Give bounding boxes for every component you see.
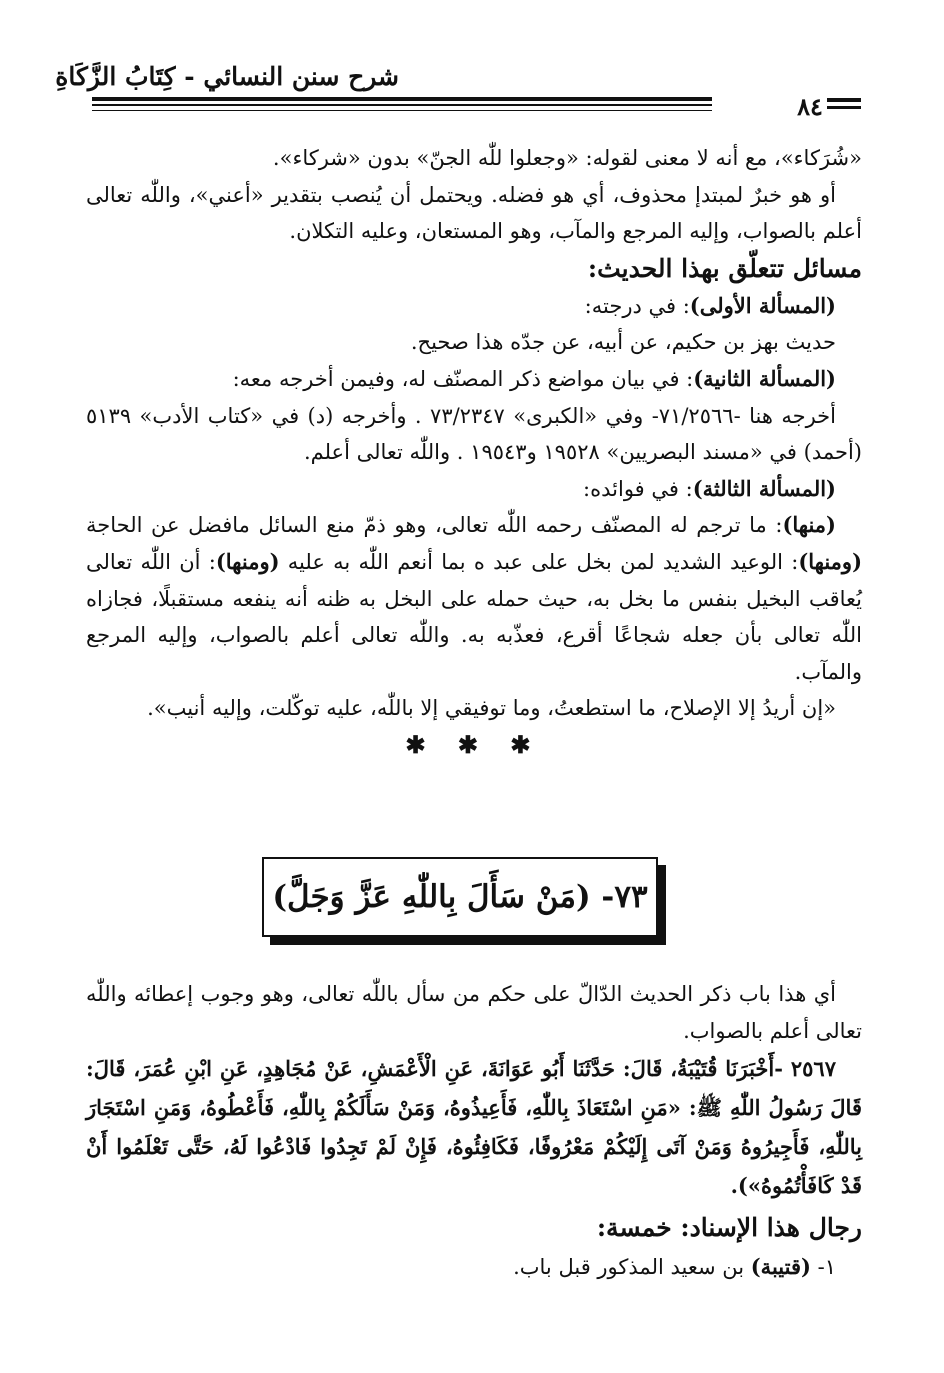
benefit-text: : ما ترجم له المصنّف رحمه اللّٰه تعالى، وهو ذمّ منع السائل مافضل عن الحاجة <box>86 513 783 538</box>
paragraph: أي هذا باب ذكر الحديث الدّالّ على حكم من سأل باللّٰه تعالى، وهو وجوب إعطائه واللّٰه تعالى أعلم بالصواب. <box>86 982 862 1043</box>
running-header-title: شرح سنن النسائي - كِتَابُ الزَّكَاةِ <box>55 62 399 91</box>
chapter-title: ٧٣- (مَنْ سَأَلَ بِاللّٰهِ عَزَّ وَجَلَّ) <box>272 879 648 915</box>
page-number-rule <box>827 98 861 102</box>
issue-2 <box>86 361 862 398</box>
section-divider-stars: ✱ ✱ ✱ <box>405 729 543 759</box>
paragraph: حديث بهز بن حكيم، عن أبيه، عن جدّه هذا صحيح. <box>410 330 836 355</box>
chapter-title-box <box>262 857 658 937</box>
issue-title: : في بيان مواضع ذكر المصنّف له، وفيمن أخرجه معه: <box>232 366 694 391</box>
text-line: «شُرَكاء»، مع أنه لا معنى لقوله: «وجعلوا للّٰه الجنّ» بدون «شركاء». <box>272 146 862 170</box>
closing-quote: «إن أريدُ إلا الإصلاح، ما استطعتُ، وما توفيقي إلا باللّٰه، عليه توكّلت، وإليه أنيب». <box>147 696 836 721</box>
hadith-text: ٢٥٦٧ -أَخْبَرَنَا قُتَيْبَةُ، قَالَ: حَدَّثَنَا أَبُو عَوَانَةَ، عَنِ الْأَعْمَشِ، عَنْ مُجَاهِدٍ، عَنِ ابْنِ عُمَرَ، قَالَ: قَالَ رَسُولُ اللّٰهِ ﷺ: «مَنِ اسْتَعَاذَ بِاللّٰهِ، فَأَعِيذُوهُ، وَمَنْ سَأَلَكُمْ بِاللّٰهِ، فَأَعْطُوهُ، وَمَنِ اسْتَجَارَ بِاللّٰهِ، فَأَجِيرُوهُ وَمَنْ آتَى إِلَيْكُمْ مَعْرُوفًا، فَكَافِئُوهُ، فَإِنْ لَمْ تَجِدُوا فَادْعُوا لَهُ، حَتَّى تَعْلَمُوا أَنْ قَدْ كَافَأْتُمُوهُ»). <box>86 1056 862 1199</box>
issue-title: : في درجته: <box>584 293 690 318</box>
narrator-text: بن سعيد المذكور قبل باب. <box>513 1255 751 1280</box>
header-rule <box>92 110 712 111</box>
narrator-number: ١- <box>810 1255 836 1280</box>
issue-3 <box>86 471 862 508</box>
issue-label: (المسألة الأولى) <box>689 292 836 318</box>
benefit-label: (ومنها) <box>215 548 280 574</box>
benefit-label: (منها) <box>782 512 836 538</box>
page-number: ٨٤ <box>797 92 823 121</box>
narrator-name: (قتيبة) <box>750 1254 811 1280</box>
paragraph: أو هو خبرٌ لمبتدإ محذوف، أي هو فضله. ويحتمل أن يُنصب بتقدير «أعني»، واللّٰه تعالى أعلم بالصواب، وإليه المرجع والمآب، وهو المستعان، وعليه التكلان. <box>86 182 862 244</box>
header-rule <box>92 97 712 101</box>
page-number-rule <box>827 106 861 109</box>
main-text <box>86 140 862 763</box>
chapter-text <box>86 976 862 1286</box>
benefit-text: : أن اللّٰه تعالى يُعاقب البخيل بنفس ما بخل به، حيث حمله على البخل به ظنه أنه ينفعه مستقبلًا، فجازاه اللّٰه تعالى بأن جعله شجاعًا أقرع، فعذّبه به. واللّٰه تعالى أعلم بالصواب، وإليه المرجع والمآب. <box>86 549 862 684</box>
issue-1 <box>86 288 862 325</box>
section-heading: رجال هذا الإسناد: خمسة: <box>596 1213 862 1243</box>
issue-title: : في فوائده: <box>583 476 693 501</box>
section-heading: مسائل تتعلّق بهذا الحديث: <box>587 253 862 283</box>
benefit-text: : الوعيد الشديد لمن بخل على عبد ه بما أنعم اللّٰه به عليه <box>279 549 799 574</box>
issue-label: (المسألة الثانية) <box>693 365 836 391</box>
issue-label: (المسألة الثالثة) <box>692 475 836 501</box>
paragraph <box>86 507 862 690</box>
narrator-item <box>86 1249 862 1286</box>
header-rule <box>92 104 712 106</box>
benefit-label: (ومنها) <box>798 548 863 574</box>
paragraph: أخرجه هنا -٧١/٢٥٦٦- وفي «الكبرى» ٧٣/٢٣٤٧ . وأخرجه (د) في «كتاب الأدب» ٥١٣٩ (أحمد) في «مسند البصريين» ١٩٥٢٨ و١٩٥٤٣ . واللّٰه تعالى أعلم. <box>86 403 862 465</box>
